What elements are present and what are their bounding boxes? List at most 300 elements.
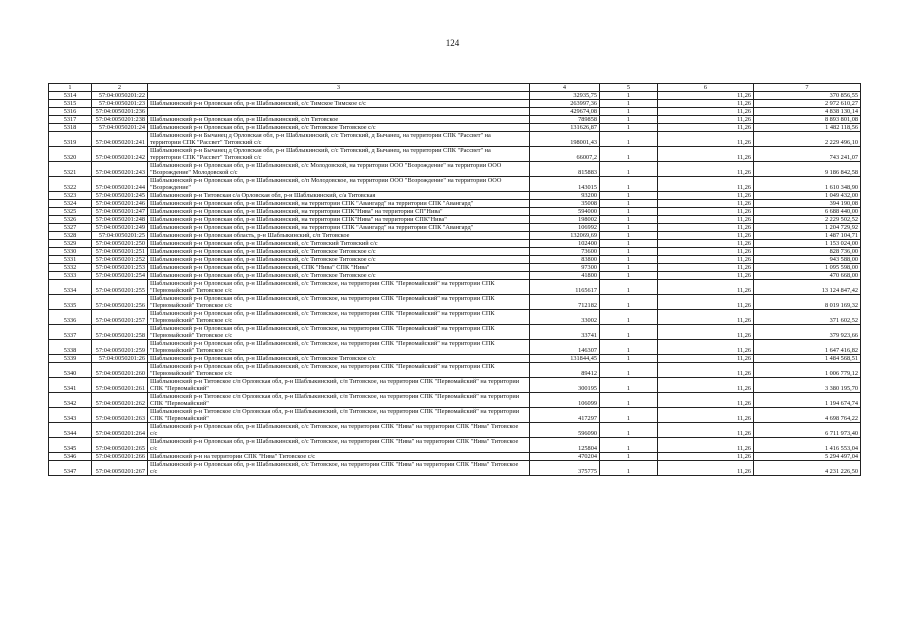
area: 470204 (530, 453, 600, 461)
cadastral-value: 8 893 801,08 (754, 116, 861, 124)
address (148, 132, 530, 147)
coefficient: 1 (600, 310, 658, 325)
area: 815883 (530, 162, 600, 177)
coefficient: 1 (600, 147, 658, 162)
table-row (49, 272, 861, 280)
cadastral-value: 4 698 764,22 (754, 408, 861, 423)
cadastral-number: 57:04:0050201:243 (92, 162, 148, 177)
row-number: 5332 (49, 264, 92, 272)
address-line: Шаблыкинский р-н Орловская обл, р-н Шаблыкинский, с/с Молодовской, на территории ООО "Возрождение" на территории ООО (150, 162, 502, 169)
row-number: 5318 (49, 124, 92, 132)
page-number: 124 (445, 38, 460, 48)
row-number: 5331 (49, 256, 92, 264)
column-header: 1 (49, 84, 92, 92)
cadastral-value: 3 380 195,70 (754, 378, 861, 393)
table-row (49, 423, 861, 438)
cadastral-number: 57:04:0050201:258 (92, 325, 148, 340)
cadastral-value: 1 204 729,92 (754, 224, 861, 232)
table-row (49, 280, 861, 295)
row-number: 5321 (49, 162, 92, 177)
table-row (49, 256, 861, 264)
area: 146307 (530, 340, 600, 355)
area: 73600 (530, 248, 600, 256)
unit-price: 11,26 (658, 256, 754, 264)
cadastral-number: 57:04:0050201:245 (92, 192, 148, 200)
row-number: 5334 (49, 280, 92, 295)
area: 712182 (530, 295, 600, 310)
cadastral-value: 2 229 496,10 (754, 132, 861, 147)
address-line: Шаблыкинский р-н Орловская обл, р-н Шаблыкинский, с/с Титовское, на территории СПК "Первомайский" на территории СПК (150, 295, 495, 302)
table-row (49, 378, 861, 393)
address-line: "Первомайский" Титовское с/с (150, 347, 233, 354)
row-number: 5327 (49, 224, 92, 232)
cadastral-value: 1 194 674,74 (754, 393, 861, 408)
address-line: Шаблыкинский р-н Орловская область, р-н Шаблыкинский, с/п Титовское (150, 232, 350, 239)
coefficient: 1 (600, 295, 658, 310)
cadastral-number: 57:04:0050201:253 (92, 264, 148, 272)
cadastral-number: 57:04:0050201:242 (92, 147, 148, 162)
address-line: Шаблыкинский р-н Орловская обл, р-н Шаблыкинский, с/с Титовское Титовское с/с (150, 124, 376, 131)
cadastral-number: 57:04:0050201:248 (92, 216, 148, 224)
coefficient: 1 (600, 423, 658, 438)
address-line: Шаблыкинский р-н Орловская обл, р-н Шаблыкинский, с/с Тимское Тимское с/с (150, 100, 366, 107)
row-number: 5342 (49, 393, 92, 408)
row-number: 5329 (49, 240, 92, 248)
coefficient: 1 (600, 192, 658, 200)
coefficient: 1 (600, 116, 658, 124)
cadastral-value: 5 294 497,04 (754, 453, 861, 461)
table-row (49, 240, 861, 248)
address-line: Шаблыкинский р-н Орловская обл, р-н Шаблыкинский, с/с Титовское, на территории СПК "Первомайский" на территории СПК (150, 310, 495, 317)
area: 143015 (530, 177, 600, 192)
coefficient: 1 (600, 393, 658, 408)
cadastral-value: 394 190,08 (754, 200, 861, 208)
area: 89412 (530, 363, 600, 378)
address (148, 147, 530, 162)
unit-price: 11,26 (658, 248, 754, 256)
table-row (49, 453, 861, 461)
address-line: "Возрождение" Молодовской с/с (150, 169, 238, 176)
coefficient: 1 (600, 200, 658, 208)
unit-price: 11,26 (658, 124, 754, 132)
row-number: 5343 (49, 408, 92, 423)
cadastral-number: 57:04:0050201:23 (92, 100, 148, 108)
address-line: Шаблыкинский р-н Орловская обл, р-н Шаблыкинский, с/п Титовское (150, 116, 339, 123)
cadastral-number: 57:04:0050201:26 (92, 355, 148, 363)
cadastral-number: 57:04:0050201:250 (92, 240, 148, 248)
unit-price: 11,26 (658, 355, 754, 363)
area: 33002 (530, 310, 600, 325)
area: 66007,2 (530, 147, 600, 162)
table-row (49, 208, 861, 216)
table-row (49, 310, 861, 325)
address-line: Шаблыкинский р-н Орловская обл, р-н Шаблыкинский, с/с Титовский Титовский с/с (150, 240, 378, 247)
address (148, 280, 530, 295)
unit-price: 11,26 (658, 438, 754, 453)
address (148, 423, 530, 438)
address (148, 355, 530, 363)
coefficient: 1 (600, 177, 658, 192)
address (148, 100, 530, 108)
table-row (49, 162, 861, 177)
cadastral-value: 371 602,52 (754, 310, 861, 325)
cadastral-number: 57:04:0050201:249 (92, 224, 148, 232)
cadastral-value: 9 186 842,58 (754, 162, 861, 177)
row-number: 5345 (49, 438, 92, 453)
cadastral-number: 57:04:0050201:259 (92, 340, 148, 355)
area: 263997,36 (530, 100, 600, 108)
area: 198001,43 (530, 132, 600, 147)
address (148, 108, 530, 116)
address-line: Шаблыкинский р-н Орловская обл, р-н Шаблыкинский, с/с Титовское Титовское с/с (150, 355, 376, 362)
address-line: "Первомайский" Титовское с/с (150, 332, 233, 339)
area: 429674,08 (530, 108, 600, 116)
table-row (49, 200, 861, 208)
row-number: 5323 (49, 192, 92, 200)
cadastral-number: 57:04:0050201:22 (92, 92, 148, 100)
address-line: СПК "Первомайский" (150, 415, 209, 422)
address-line: Шаблыкинский р-н Бычанец д Орловская обл, р-н Шаблыкинский, с/с Титовский, д Бычанец, на территории СПК "Рассвет" на (150, 132, 491, 139)
address (148, 240, 530, 248)
table-row (49, 232, 861, 240)
address-line: Шаблыкинский р-н Орловская обл, р-н Шаблыкинский, на территории СПК"Нива" на территории СПК"Нива" (150, 216, 447, 223)
row-number: 5347 (49, 461, 92, 476)
cadastral-value: 6 711 973,40 (754, 423, 861, 438)
cadastral-value: 1 484 568,51 (754, 355, 861, 363)
cadastral-number: 57:04:0050201:267 (92, 461, 148, 476)
address (148, 363, 530, 378)
row-number: 5316 (49, 108, 92, 116)
area: 41800 (530, 272, 600, 280)
table-row (49, 325, 861, 340)
address (148, 461, 530, 476)
area: 417297 (530, 408, 600, 423)
address-line: Шаблыкинский р-н Орловская обл, р-н Шаблыкинский, на территории СПК"Нива" на территории СП"Нива" (150, 208, 443, 215)
address-line: территории СПК "Рассвет" Титовский с/с (150, 154, 262, 161)
coefficient: 1 (600, 325, 658, 340)
address-line: Шаблыкинский р-н Орловская обл, р-н Шаблыкинский, с/с Титовское, на территории СПК "Первомайский" на территории СПК (150, 363, 495, 370)
area: 300195 (530, 378, 600, 393)
unit-price: 11,26 (658, 264, 754, 272)
unit-price: 11,26 (658, 108, 754, 116)
address-line: "Первомайский" Титовское с/с (150, 287, 233, 294)
table-row (49, 177, 861, 192)
address (148, 177, 530, 192)
coefficient: 1 (600, 453, 658, 461)
unit-price: 11,26 (658, 177, 754, 192)
coefficient: 1 (600, 408, 658, 423)
address (148, 208, 530, 216)
unit-price: 11,26 (658, 378, 754, 393)
unit-price: 11,26 (658, 224, 754, 232)
table-row (49, 438, 861, 453)
address-line: Шаблыкинский р-н Титовское с/п Орловская обл, р-н Шаблыкинский, с/п Титовское, на территории СПК "Первомайский" на территории (150, 408, 520, 415)
address (148, 216, 530, 224)
area: 106992 (530, 224, 600, 232)
area: 131626,87 (530, 124, 600, 132)
unit-price: 11,26 (658, 208, 754, 216)
address-line: Шаблыкинский р-н на территории СПК "Нива" Титовское с/с (150, 453, 316, 460)
unit-price: 11,26 (658, 232, 754, 240)
unit-price: 11,26 (658, 216, 754, 224)
row-number: 5319 (49, 132, 92, 147)
coefficient: 1 (600, 162, 658, 177)
row-number: 5325 (49, 208, 92, 216)
area: 102400 (530, 240, 600, 248)
cadastral-number: 57:04:0050201:260 (92, 363, 148, 378)
table-row (49, 192, 861, 200)
cadastral-number: 57:04:0050201:238 (92, 116, 148, 124)
area: 375775 (530, 461, 600, 476)
unit-price: 11,26 (658, 240, 754, 248)
cadastral-number: 57:04:0050201:262 (92, 393, 148, 408)
address-line: Шаблыкинский р-н Орловская обл, р-н Шаблыкинский, с/с Титовское Титовское с/с (150, 248, 376, 255)
address-line: Шаблыкинский р-н Титовское с/п Орловская обл, р-н Шаблыкинский, с/п Титовское, на территории СПК "Первомайский" на территории (150, 378, 520, 385)
row-number: 5315 (49, 100, 92, 108)
table-row (49, 408, 861, 423)
unit-price: 11,26 (658, 408, 754, 423)
cadastral-value: 1 049 432,00 (754, 192, 861, 200)
coefficient: 1 (600, 240, 658, 248)
table-row (49, 116, 861, 124)
unit-price: 11,26 (658, 363, 754, 378)
address-line: Шаблыкинский р-н Орловская обл, р-н Шаблыкинский, на территории СПК "Авангард" на территории СПК "Авангард" (150, 200, 474, 207)
area: 594000 (530, 208, 600, 216)
area: 789858 (530, 116, 600, 124)
cadastral-number: 57:04:0050201:241 (92, 132, 148, 147)
cadastral-value: 8 019 169,32 (754, 295, 861, 310)
row-number: 5320 (49, 147, 92, 162)
table-row (49, 108, 861, 116)
address (148, 408, 530, 423)
unit-price: 11,26 (658, 272, 754, 280)
cadastral-number: 57:04:0050201:266 (92, 453, 148, 461)
table-row (49, 216, 861, 224)
table-row (49, 248, 861, 256)
coefficient: 1 (600, 378, 658, 393)
coefficient: 1 (600, 100, 658, 108)
address (148, 340, 530, 355)
unit-price: 11,26 (658, 192, 754, 200)
cadastral-value: 13 124 847,42 (754, 280, 861, 295)
cadastral-number: 57:04:0050201:247 (92, 208, 148, 216)
cadastral-value: 1 610 348,90 (754, 177, 861, 192)
row-number: 5336 (49, 310, 92, 325)
address-line: Шаблыкинский р-н Орловская обл, р-н Шаблыкинский, с/с Титовское, на территории СПК "Нива" на территории СПК "Нива" Титовское (150, 423, 519, 430)
address-line: Шаблыкинский р-н Орловская обл, р-н Шаблыкинский, с/с Титовское, на территории СПК "Первомайский" на территории СПК (150, 340, 495, 347)
address-line: СПК "Первомайский" (150, 400, 209, 407)
area: 1165617 (530, 280, 600, 295)
address (148, 272, 530, 280)
column-header: 7 (754, 84, 861, 92)
table-row (49, 295, 861, 310)
coefficient: 1 (600, 208, 658, 216)
coefficient: 1 (600, 224, 658, 232)
address (148, 224, 530, 232)
address-line: "Первомайский" Титовское с/с (150, 370, 233, 377)
column-header: 2 (92, 84, 148, 92)
cadastral-value: 1 487 104,71 (754, 232, 861, 240)
cadastral-number: 57:04:0050201:265 (92, 438, 148, 453)
address (148, 310, 530, 325)
unit-price: 11,26 (658, 116, 754, 124)
address (148, 162, 530, 177)
area: 93200 (530, 192, 600, 200)
address-line: Шаблыкинский р-н Орловская обл, р-н Шаблыкинский, с/с Титовское, на территории СПК "Нива" на территории СПК "Нива" Титовское (150, 438, 519, 445)
cadastral-value: 828 736,00 (754, 248, 861, 256)
cadastral-value: 1 095 598,00 (754, 264, 861, 272)
cadastral-value: 743 241,07 (754, 147, 861, 162)
cadastral-number: 57:04:0050201:246 (92, 200, 148, 208)
table-row (49, 92, 861, 100)
table-header-row (49, 84, 861, 92)
unit-price: 11,26 (658, 200, 754, 208)
row-number: 5335 (49, 295, 92, 310)
address-line: Шаблыкинский р-н Орловская обл, р-н Шаблыкинский, с/с Титовское, на территории СПК "Первомайский" на территории СПК (150, 325, 495, 332)
address (148, 256, 530, 264)
address (148, 92, 530, 100)
address-line: Шаблыкинский р-н Орловская обл, р-н Шаблыкинский, с/с Титовское Титовское с/с (150, 256, 376, 263)
address (148, 393, 530, 408)
column-header: 3 (148, 84, 530, 92)
address-line: "Возрождение" (150, 184, 192, 191)
cadastral-number: 57:04:0050201:24 (92, 124, 148, 132)
address-line: с/с (150, 445, 158, 452)
cadastral-value: 1 153 024,00 (754, 240, 861, 248)
table-row (49, 363, 861, 378)
address-line: Шаблыкинский р-н Орловская обл, р-н Шаблыкинский, СПК "Нива" СПК "Нива" (150, 264, 370, 271)
unit-price: 11,26 (658, 453, 754, 461)
cadastral-number: 57:04:0050201:264 (92, 423, 148, 438)
address (148, 248, 530, 256)
unit-price: 11,26 (658, 423, 754, 438)
coefficient: 1 (600, 438, 658, 453)
table-row (49, 124, 861, 132)
address-line: Шаблыкинский р-н Орловская обл, р-н Шаблыкинский, на территории СПК "Авангард" на территории СПК "Авангард" (150, 224, 474, 231)
area: 596090 (530, 423, 600, 438)
column-header: 4 (530, 84, 600, 92)
row-number: 5322 (49, 177, 92, 192)
coefficient: 1 (600, 264, 658, 272)
coefficient: 1 (600, 216, 658, 224)
cadastral-value: 4 231 226,50 (754, 461, 861, 476)
row-number: 5340 (49, 363, 92, 378)
row-number: 5337 (49, 325, 92, 340)
address-line: с/с (150, 430, 158, 437)
column-header: 5 (600, 84, 658, 92)
row-number: 5339 (49, 355, 92, 363)
area: 83800 (530, 256, 600, 264)
cadastral-number: 57:04:0050201:244 (92, 177, 148, 192)
cadastral-number: 57:04:0050201:252 (92, 256, 148, 264)
row-number: 5333 (49, 272, 92, 280)
address-line: Шаблыкинский р-н Орловская обл, р-н Шаблыкинский, с/п Молодовское, на территории ООО "Возрождение" на территории ООО (150, 177, 502, 184)
address (148, 116, 530, 124)
cadastral-value: 1 006 779,12 (754, 363, 861, 378)
area: 131844,45 (530, 355, 600, 363)
unit-price: 11,26 (658, 393, 754, 408)
area: 35008 (530, 200, 600, 208)
address-line: Шаблыкинский р-н Титовская с/а Орловская обл, р-н Шаблыкинский, с/а Титовская (150, 192, 376, 199)
coefficient: 1 (600, 248, 658, 256)
cadastral-number: 57:04:0050201:255 (92, 280, 148, 295)
cadastral-value: 2 229 502,52 (754, 216, 861, 224)
area: 97300 (530, 264, 600, 272)
area: 32935,75 (530, 92, 600, 100)
address-line: "Первомайский" Титовское с/с (150, 302, 233, 309)
cadastral-value: 470 668,00 (754, 272, 861, 280)
address-line: Шаблыкинский р-н Титовское с/п Орловская обл, р-н Шаблыкинский, с/п Титовское, на территории СПК "Первомайский" на территории (150, 393, 520, 400)
table-row (49, 132, 861, 147)
cadastral-number: 57:04:0050201:257 (92, 310, 148, 325)
cadastral-value: 1 647 416,82 (754, 340, 861, 355)
address-line: "Первомайский" Титовское с/с (150, 317, 233, 324)
cadastral-value: 379 923,66 (754, 325, 861, 340)
coefficient: 1 (600, 256, 658, 264)
coefficient: 1 (600, 132, 658, 147)
cadastral-number: 57:04:0050201:25 (92, 232, 148, 240)
table-row (49, 224, 861, 232)
address-line: СПК "Первомайский" (150, 385, 209, 392)
address (148, 264, 530, 272)
area: 33741 (530, 325, 600, 340)
unit-price: 11,26 (658, 310, 754, 325)
row-number: 5346 (49, 453, 92, 461)
cadastral-value: 6 688 440,00 (754, 208, 861, 216)
area: 125804 (530, 438, 600, 453)
cadastral-value: 943 588,00 (754, 256, 861, 264)
table-body (49, 92, 861, 476)
address (148, 124, 530, 132)
unit-price: 11,26 (658, 340, 754, 355)
address (148, 295, 530, 310)
cadastral-value: 370 856,55 (754, 92, 861, 100)
unit-price: 11,26 (658, 280, 754, 295)
cadastral-value: 4 838 130,14 (754, 108, 861, 116)
row-number: 5338 (49, 340, 92, 355)
table-row (49, 393, 861, 408)
area: 106099 (530, 393, 600, 408)
table-row (49, 147, 861, 162)
address (148, 232, 530, 240)
address-line: с/с (150, 468, 158, 475)
column-header: 6 (658, 84, 754, 92)
cadastral-number: 57:04:0050201:256 (92, 295, 148, 310)
coefficient: 1 (600, 108, 658, 116)
registry-table (48, 83, 861, 476)
cadastral-number: 57:04:0050201:251 (92, 248, 148, 256)
address (148, 200, 530, 208)
table-row (49, 340, 861, 355)
address (148, 438, 530, 453)
cadastral-value: 1 482 118,56 (754, 124, 861, 132)
row-number: 5330 (49, 248, 92, 256)
row-number: 5317 (49, 116, 92, 124)
unit-price: 11,26 (658, 92, 754, 100)
coefficient: 1 (600, 461, 658, 476)
table-row (49, 100, 861, 108)
unit-price: 11,26 (658, 132, 754, 147)
address-line: Шаблыкинский р-н Орловская обл, р-н Шаблыкинский, с/с Титовское, на территории СПК "Нива" на территории СПК "Нива" Титовское (150, 461, 519, 468)
unit-price: 11,26 (658, 147, 754, 162)
table-row (49, 355, 861, 363)
coefficient: 1 (600, 92, 658, 100)
address (148, 453, 530, 461)
address-line: территории СПК "Рассвет" Титовский с/с (150, 139, 262, 146)
area: 132069,69 (530, 232, 600, 240)
area: 198002 (530, 216, 600, 224)
row-number: 5324 (49, 200, 92, 208)
